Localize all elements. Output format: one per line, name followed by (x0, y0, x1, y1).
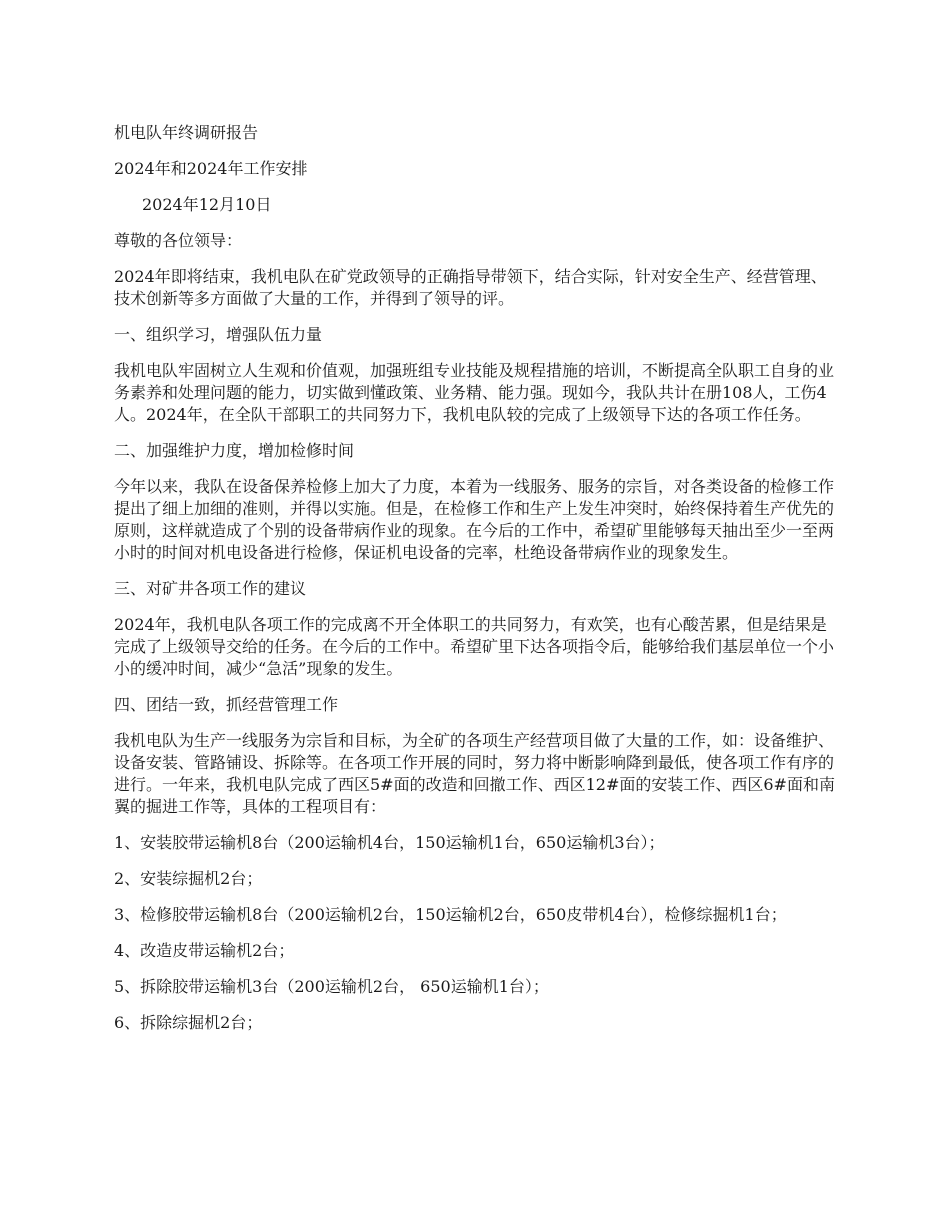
section-paragraph-1: 我机电队牢固树立人生观和价值观，加强班组专业技能及规程措施的培训，不断提高全队职工自身的业务素养和处理问题的能力，切实做到懂政策、业务精、能力强。现如今，我队共计在册108人，工伤4人。2024年，在全队干部职工的共同努力下，我机电队较的完成了上级领导下达的各项工作任务。 (114, 361, 835, 424)
list-item: 2、安装综掘机2台； (114, 869, 263, 888)
section-heading-1: 一、组织学习，增强队伍力量 (114, 325, 323, 344)
document-title: 机电队年终调研报告 (114, 123, 259, 142)
section-paragraph-2: 今年以来，我队在设备保养检修上加大了力度，本着为一线服务、服务的宗旨，对各类设备的检修工作提出了细上加细的准则，并得以实施。但是，在检修工作和生产上发生冲突时，始终保持着生产优先的原则，这样就造成了个别的设备带病作业的现象。在今后的工作中，希望矿里能够每天抽出至少一至两小时的时间对机电设备进行检修，保证机电设备的完率，杜绝设备带病作业的现象发生。 (114, 477, 835, 562)
document-subtitle: 2024年和2024年工作安排 (114, 159, 308, 178)
list-item: 6、拆除综掘机2台； (114, 1013, 263, 1032)
list-item: 5、拆除胶带运输机3台（200运输机2台， 650运输机1台）； (114, 977, 549, 996)
document-date: 2024年12月10日 (142, 195, 272, 214)
section-heading-2: 二、加强维护力度，增加检修时间 (114, 441, 355, 460)
section-paragraph-4: 我机电队为生产一线服务为宗旨和目标，为全矿的各项生产经营项目做了大量的工作，如：设备维护、设备安装、管路铺设、拆除等。在各项工作开展的同时，努力将中断影响降到最低，使各项工作有序的进行。一年来，我机电队完成了西区5#面的改造和回撤工作、西区12#面的安装工作、西区6#面和南翼的掘进工作等，具体的工程项目有： (114, 731, 835, 816)
intro-paragraph: 2024年即将结束，我机电队在矿党政领导的正确指导带领下，结合实际，针对安全生产、经营管理、技术创新等多方面做了大量的工作，并得到了领导的评。 (114, 267, 827, 308)
list-item: 1、安装胶带运输机8台（200运输机4台，150运输机1台，650运输机3台）； (114, 833, 665, 852)
section-heading-4: 四、团结一致，抓经营管理工作 (114, 695, 339, 714)
section-paragraph-3: 2024年，我机电队各项工作的完成离不开全体职工的共同努力，有欢笑，也有心酸苦累，但是结果是完成了上级领导交给的任务。在今后的工作中。希望矿里下达各项指令后，能够给我们基层单位一个小小的缓冲时间，减少“急活”现象的发生。 (114, 615, 835, 678)
list-item: 4、改造皮带运输机2台； (114, 941, 295, 960)
document-body (114, 122, 840, 1048)
greeting: 尊敬的各位领导： (114, 231, 243, 250)
section-heading-3: 三、对矿井各项工作的建议 (114, 579, 307, 598)
list-item: 3、检修胶带运输机8台（200运输机2台，150运输机2台，650皮带机4台），检修综掘机1台； (114, 905, 787, 924)
